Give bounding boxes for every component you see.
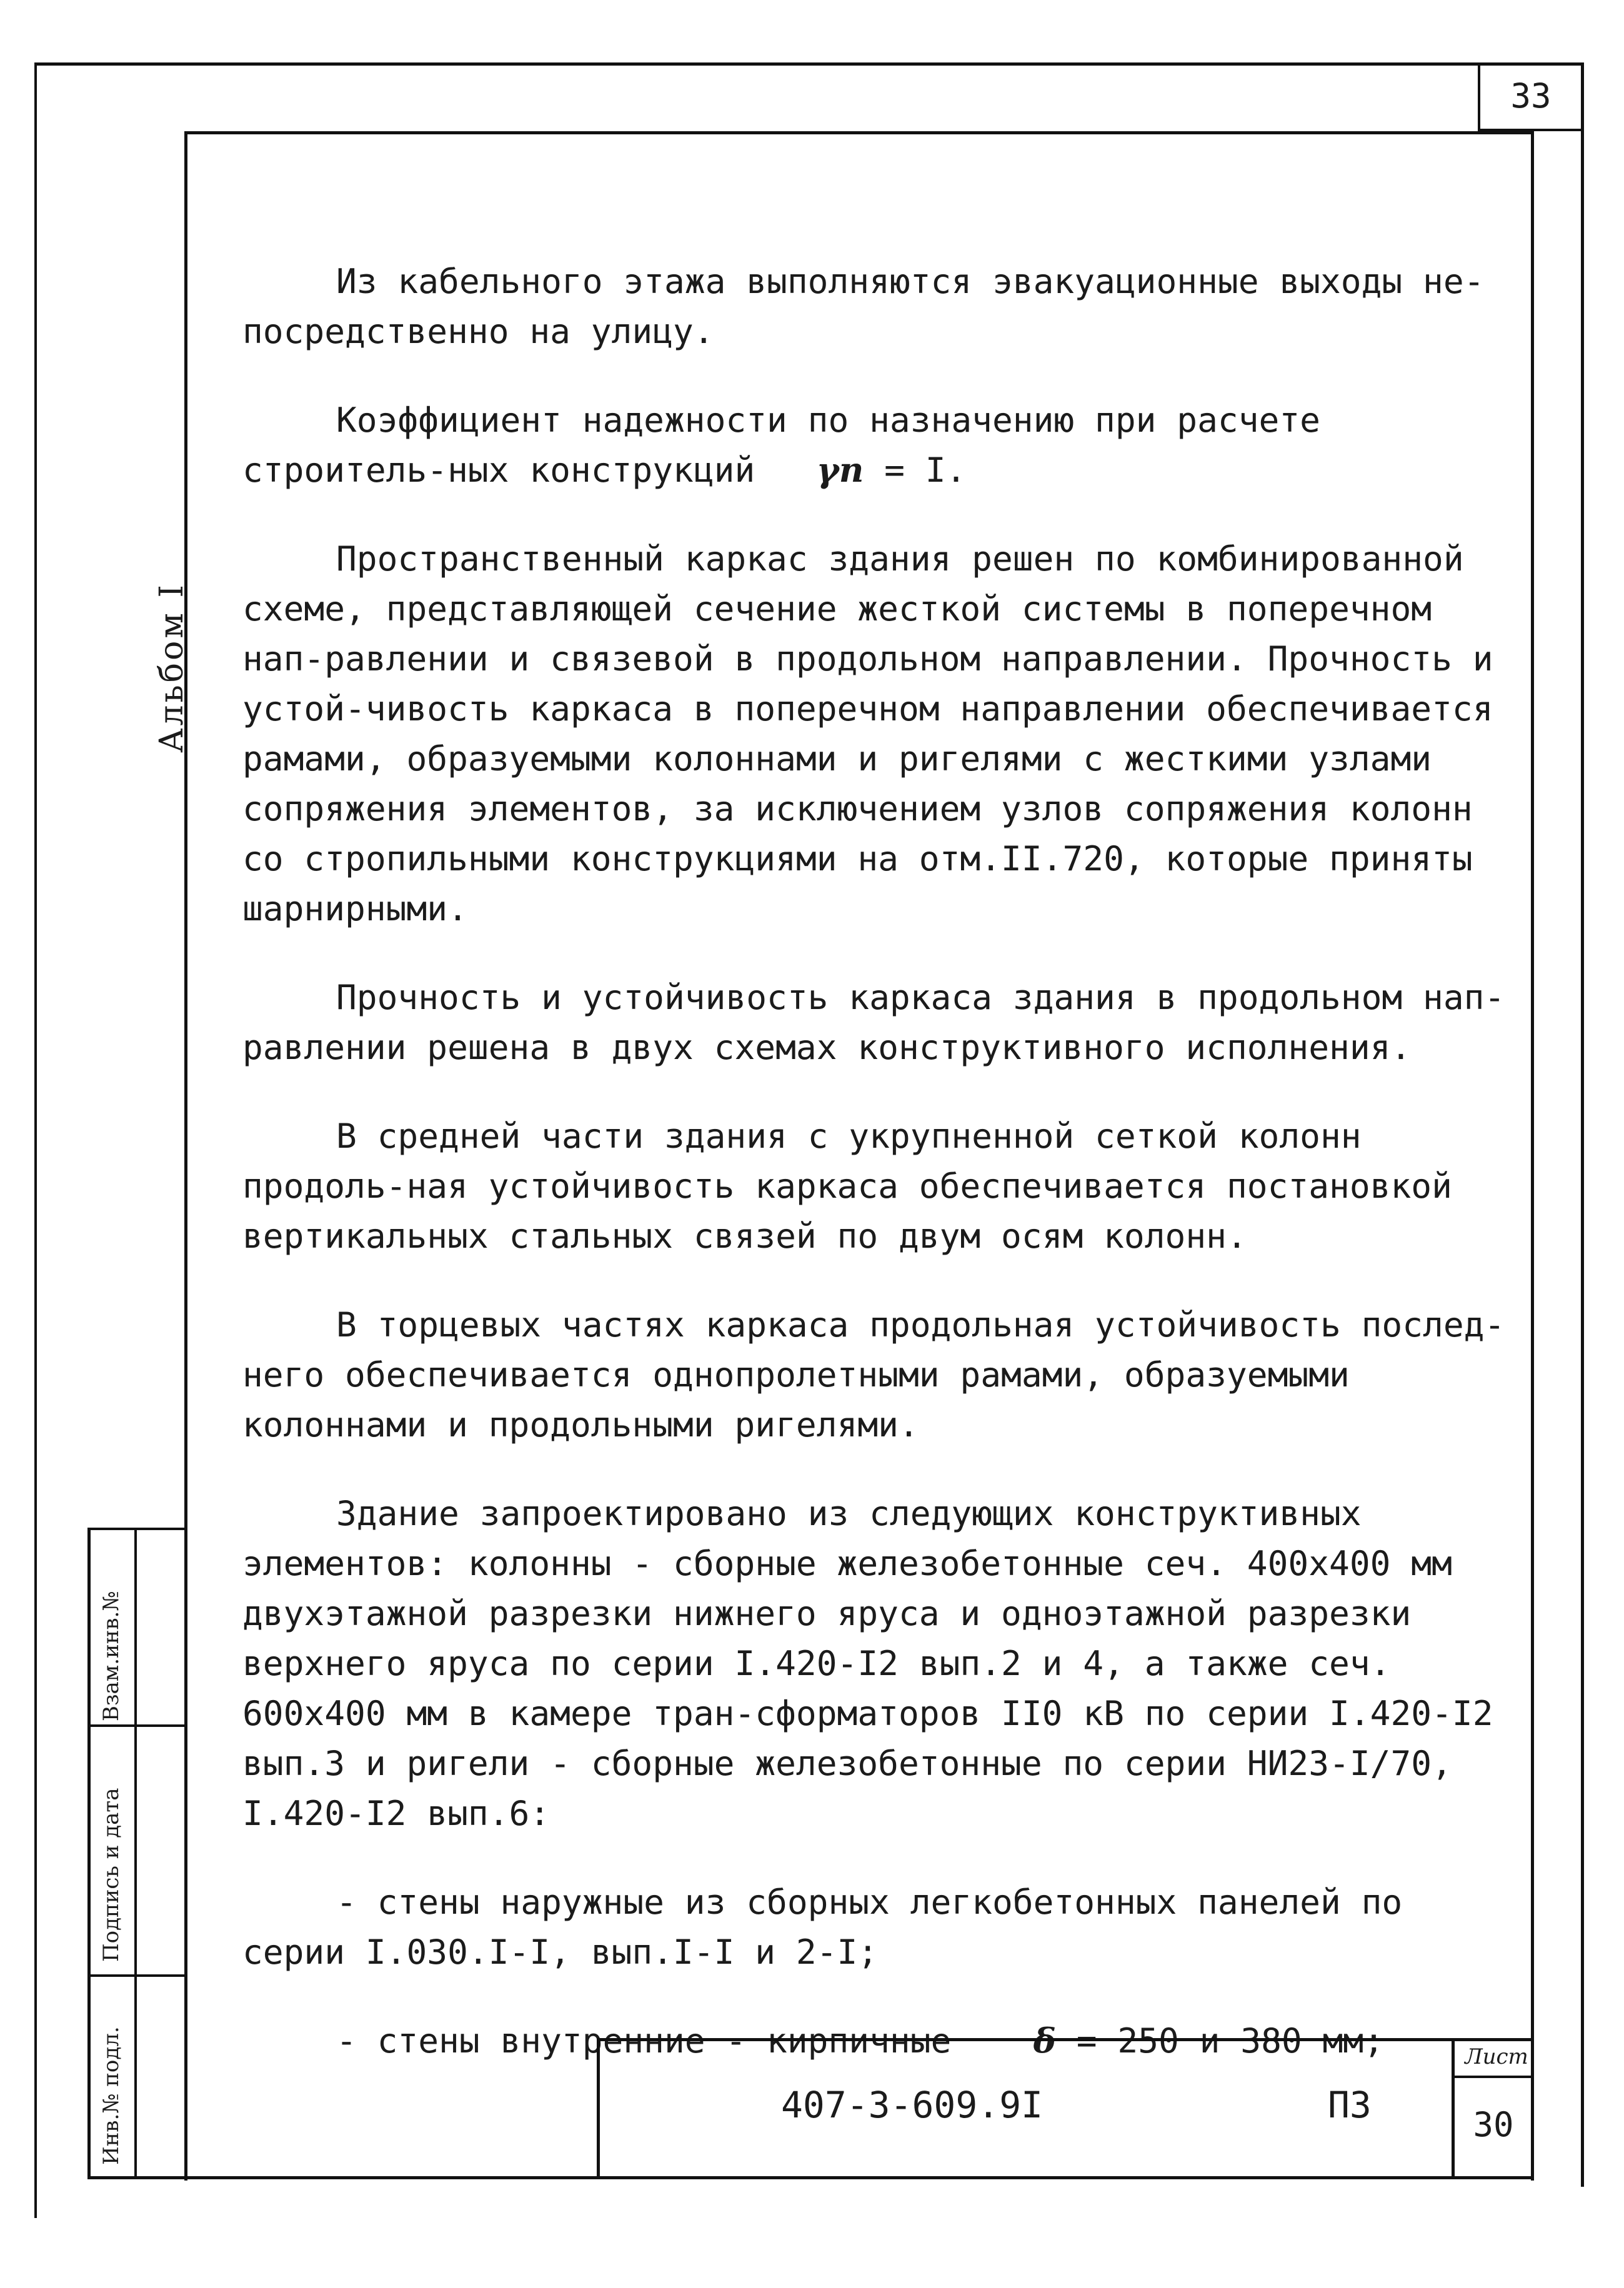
document-type: ПЗ xyxy=(1328,2084,1372,2126)
sheet-number: 30 xyxy=(1473,2104,1514,2144)
frame-top-inner xyxy=(184,131,1534,134)
paragraph-3: Пространственный каркас здания решен по комбинированной схеме, представляющей сечение жесткой системы в поперечном нап-равлении и связевой в продольном направлении. Прочность и устой-чивость каркаса в поперечном направлении обеспечивается рамами, образуемыми колоннами и ригелями с жесткими узлами сопряжения элементов, за исключением узлов сопряжения колонн со стропильными конструкциями на отм.II.720, которые приняты шарнирными. xyxy=(242,539,1493,928)
paragraph-2 xyxy=(242,395,1523,495)
paragraph-6: В торцевых частях каркаса продольная устойчивость послед-него обеспечивается однопролетными рамами, образуемыми колоннами и продольными ригелями. xyxy=(242,1305,1505,1445)
paragraph-4: Прочность и устойчивость каркаса здания в продольном нап-равлении решена в двух схемах конструктивного исполнения. xyxy=(242,977,1505,1067)
gamma-symbol: γn xyxy=(816,450,864,490)
paragraph-7: Здание запроектировано из следующих конструктивных элементов: колонны - сборные железобетонные сеч. 400х400 мм двухэтажной разрезки нижнего яруса и одноэтажной разрезки верхнего яруса по серии I.420-I2 вып.2 и 4, а также сеч. 600х400 мм в камере тран-сформаторов II0 кВ по серии I.420-I2 вып.3 и ригели - сборные железобетонные по серии НИ23-I/70, I.420-I2 вып.6: xyxy=(242,1493,1493,1833)
stamp-top xyxy=(87,1528,187,1530)
stamp-sep-2 xyxy=(87,1974,187,1977)
gamma-value: = I. xyxy=(884,450,967,490)
stamp-sep-1 xyxy=(87,1724,187,1727)
stamp-sign-date: Подпись и дата xyxy=(99,1788,124,1962)
document-code: 407-3-609.9I xyxy=(781,2084,1044,2126)
paragraph-1: Из кабельного этажа выполняются эвакуационные выходы не-посредственно на улицу. xyxy=(242,261,1485,351)
title-block xyxy=(597,2038,1534,2179)
body-text xyxy=(242,256,1523,2104)
paragraph-2-text: Коэффициент надежности по назначению при расчете строитель-ных конструкций xyxy=(242,400,1320,490)
frame-right-inner xyxy=(1531,131,1534,2181)
frame-left-outer xyxy=(34,62,37,2218)
page-number: 33 xyxy=(1478,62,1584,131)
stamp-inv-replace: Взам.инв.№ xyxy=(99,1591,124,1721)
paragraph-5: В средней части здания с укрупненной сеткой колонн продоль-ная устойчивость каркаса обеспечивается постановкой вертикальных стальных связей по двум осям колонн. xyxy=(242,1116,1452,1256)
album-label: Альбом I xyxy=(153,582,191,753)
frame-right-outer xyxy=(1581,62,1584,2187)
sheet-separator xyxy=(1452,2076,1534,2078)
delta-value: = 250 и 380 мм; xyxy=(1076,2021,1384,2061)
frame-left-inner xyxy=(184,131,187,2181)
stamp-divider xyxy=(134,1528,137,2179)
stamp-inv-orig: Инв.№ подл. xyxy=(99,2026,124,2165)
list-item: - стены наружные из сборных легкобетонных панелей по серии I.030.I-I, вып.I-I и 2-I; xyxy=(242,1882,1403,1972)
delta-symbol: δ xyxy=(1033,2021,1056,2061)
list-item-text: - стены внутренние - кирпичные xyxy=(336,2021,952,2061)
sheet-label: Лист xyxy=(1465,2044,1528,2069)
stamp-outer-left xyxy=(87,1528,91,2179)
frame-top-outer xyxy=(34,62,1584,66)
